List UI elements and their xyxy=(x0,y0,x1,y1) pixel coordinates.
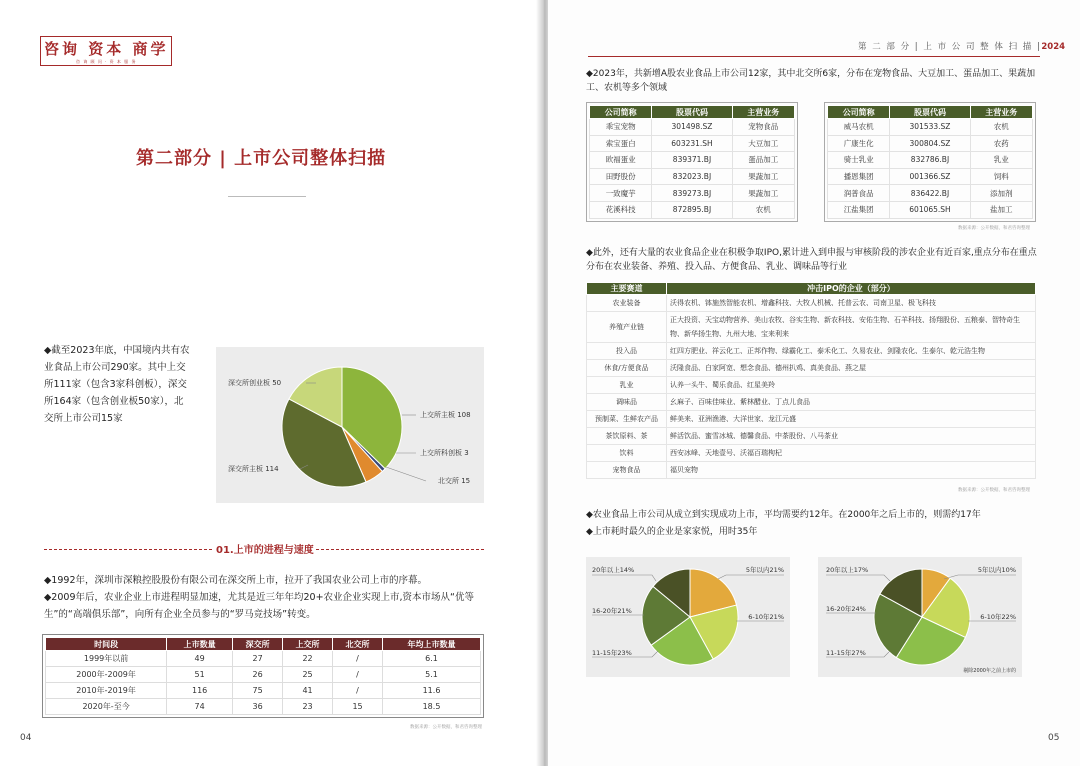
new-right-col-1: 股票代码 xyxy=(890,106,970,119)
table-row xyxy=(46,667,481,683)
period-table xyxy=(45,637,481,715)
period-table-header xyxy=(46,638,481,651)
period-table-cell: 23 xyxy=(283,699,333,715)
ipo-table-cell: 休食/方便食品 xyxy=(587,360,667,377)
table-row xyxy=(828,201,1033,218)
ipo-table-cell: 预制菜、生鲜农产品 xyxy=(587,411,667,428)
period-table-cell: 51 xyxy=(167,667,233,683)
new-right-col-2: 主营业务 xyxy=(970,106,1032,119)
new-left-cell: 田野股份 xyxy=(590,168,652,185)
period-table-cell: 26 xyxy=(233,667,283,683)
time-pie-chart-all xyxy=(586,557,790,677)
new-right-cell: 饲料 xyxy=(970,168,1032,185)
pie-label: 上交所主板 108 xyxy=(420,411,471,419)
ipo-table xyxy=(586,282,1036,479)
table-row xyxy=(590,168,795,185)
period-table-cell: 15 xyxy=(333,699,383,715)
new-left-cell: 301498.SZ xyxy=(652,119,732,136)
new-left-col-2: 主营业务 xyxy=(732,106,794,119)
title-divider xyxy=(228,196,306,197)
ipo-table-cell: 正大投资、天宝动物营养、美山农牧、谷实生物、新农科技、安佑生物、石羊科技、扬翔股份、五粮泰、智特奇生物、新华扬生物、九州大地、宝来利来 xyxy=(667,312,1036,343)
pie-label: 剔除2000年之前上市的 xyxy=(963,668,1016,674)
pie-label: 5年以内21% xyxy=(745,566,784,574)
ipo-table-cell: 沃得农机、钵施然智能农机、增鑫科技、大牧人机械、托普云农、司南卫星、极飞科技 xyxy=(667,295,1036,312)
time-pie-all-svg xyxy=(586,557,790,677)
ipo-table-cell: 农业装备 xyxy=(587,295,667,312)
table-row xyxy=(587,343,1036,360)
ipo-table-cell: 饮料 xyxy=(587,445,667,462)
period-table-cell: 1999年以前 xyxy=(46,651,167,667)
new-listings-table-right xyxy=(827,105,1033,219)
new-listings-table-right-header xyxy=(828,106,1033,119)
table-row xyxy=(46,683,481,699)
running-header xyxy=(858,40,1065,52)
new-right-col-0: 公司简称 xyxy=(828,106,890,119)
subsection-title: 01.上市的进程与速度 xyxy=(216,545,314,556)
new-right-cell: 骑士乳业 xyxy=(828,152,890,169)
new-left-col-1: 股票代码 xyxy=(652,106,732,119)
new-right-cell: 001366.SZ xyxy=(890,168,970,185)
new-listings-table-left-header xyxy=(590,106,795,119)
new-left-cell: 乖宝宠物 xyxy=(590,119,652,136)
new-left-cell: 果蔬加工 xyxy=(732,185,794,202)
pie-label: 11-15年23% xyxy=(592,649,632,657)
exchange-pie-svg xyxy=(216,347,484,503)
pie-label: 深交所创业板 50 xyxy=(228,379,282,387)
history-paragraph-2: ◆2009年后，农业企业上市进程明显加速，尤其是近三年年均20+农业企业实现上市,资本市场从“优等生”的“高端俱乐部”，向所有企业全员参与的“罗马竞技场”转变。 xyxy=(44,592,474,620)
period-table-col-5: 年均上市数量 xyxy=(383,638,481,651)
leader-line xyxy=(944,575,1016,579)
new-left-cell: 872895.BJ xyxy=(652,201,732,218)
ipo-table-cell: 鲜活饮品、蜜雪冰城、德馨食品、中茶股份、八马茶业 xyxy=(667,428,1036,445)
period-table-cell: 2020年-至今 xyxy=(46,699,167,715)
period-table-cell: 49 xyxy=(167,651,233,667)
right-source-note-2: 数据来源：公开数据，和君咨询整理 xyxy=(958,488,1030,493)
period-table-cell: 5.1 xyxy=(383,667,481,683)
pie-label: 5年以内10% xyxy=(977,566,1016,574)
table-row xyxy=(46,699,481,715)
new-left-cell: 花溪科技 xyxy=(590,201,652,218)
period-table-cell: 18.5 xyxy=(383,699,481,715)
new-right-cell: 601065.SH xyxy=(890,201,970,218)
table-row xyxy=(828,135,1033,152)
table-row xyxy=(828,185,1033,202)
table-row xyxy=(587,428,1036,445)
new-left-cell: 一致魔芋 xyxy=(590,185,652,202)
period-table-cell: 116 xyxy=(167,683,233,699)
ipo-table-cell: 养殖产业链 xyxy=(587,312,667,343)
ipo-table-cell: 调味品 xyxy=(587,394,667,411)
table-row xyxy=(587,462,1036,479)
ipo-table-cell: 鲜美来、亚洲渔港、大洋世家、龙江元盛 xyxy=(667,411,1036,428)
period-table-cell: 22 xyxy=(283,651,333,667)
new-listings-table-left xyxy=(589,105,795,219)
table-row xyxy=(590,152,795,169)
table-row xyxy=(587,312,1036,343)
new-listings-table-right-frame xyxy=(824,102,1036,222)
period-table-col-4: 北交所 xyxy=(333,638,383,651)
period-table-cell: / xyxy=(333,667,383,683)
new-right-cell: 301533.SZ xyxy=(890,119,970,136)
pie-label: 北交所 15 xyxy=(438,477,471,485)
new-right-cell: 播恩集团 xyxy=(828,168,890,185)
new-left-cell: 索宝蛋白 xyxy=(590,135,652,152)
new-right-cell: 盐加工 xyxy=(970,201,1032,218)
new-left-cell: 蛋品加工 xyxy=(732,152,794,169)
new-left-cell: 欧福蛋业 xyxy=(590,152,652,169)
ipo-table-cell: 投入品 xyxy=(587,343,667,360)
history-paragraph-1: ◆1992年，深圳市深粮控股股份有限公司在深交所上市，拉开了我国农业公司上市的序幕。 xyxy=(44,575,427,586)
table-row xyxy=(828,168,1033,185)
pie-label: 20年以上14% xyxy=(592,566,635,574)
table-row xyxy=(590,185,795,202)
new-right-cell: 乳业 xyxy=(970,152,1032,169)
new-left-cell: 宠物食品 xyxy=(732,119,794,136)
section-title: 第二部分 | 上市公司整体扫描 xyxy=(136,148,387,169)
new-right-cell: 832786.BJ xyxy=(890,152,970,169)
table-row xyxy=(587,377,1036,394)
ipo-table-cell: 西安冰峰、天地壹号、沃福百瑞枸杞 xyxy=(667,445,1036,462)
new-right-cell: 威马农机 xyxy=(828,119,890,136)
pie-label: 20年以上17% xyxy=(826,566,869,574)
period-table-cell: 2010年-2019年 xyxy=(46,683,167,699)
subsection-header xyxy=(44,540,484,558)
new-left-cell: 大豆加工 xyxy=(732,135,794,152)
logo-text: 咨询 资本 商学 xyxy=(44,40,169,58)
period-table-cell: 36 xyxy=(233,699,283,715)
new-right-cell: 300804.SZ xyxy=(890,135,970,152)
period-table-col-0: 时间段 xyxy=(46,638,167,651)
leader-line xyxy=(386,467,426,481)
period-table-cell: / xyxy=(333,683,383,699)
time-text-2: ◆上市耗时最久的企业是家家悦，用时35年 xyxy=(586,527,758,537)
dashed-rule-right xyxy=(316,549,484,550)
company-logo xyxy=(40,36,172,66)
new-right-cell: 江盐集团 xyxy=(828,201,890,218)
time-text-1: ◆农业食品上市公司从成立到实现成功上市，平均需要约12年。在2000年之后上市的，则需约17年 xyxy=(586,510,981,520)
period-table-cell: 74 xyxy=(167,699,233,715)
ipo-text: ◆此外，还有大量的农业食品企业在积极争取IPO,累计进入到申报与审核阶段的涉农企业有近百家,重点分布在重点分布在农业装备、养殖、投入品、方便食品、乳业、调味品等行业 xyxy=(586,248,1037,272)
ipo-table-cell: 认养一头牛、蜀乐食品、红星美羚 xyxy=(667,377,1036,394)
pie-label: 深交所主板 114 xyxy=(228,465,279,473)
period-table-frame xyxy=(42,634,484,718)
summary-text: ◆截至2023年底，中国境内共有农业食品上市公司290家。其中上交所111家（包含3家科创板），深交所164家（包含创业板50家），北交所上市公司15家 xyxy=(44,345,190,424)
new-right-cell: 广康生化 xyxy=(828,135,890,152)
period-table-cell: 2000年-2009年 xyxy=(46,667,167,683)
period-table-cell: 11.6 xyxy=(383,683,481,699)
new-left-cell: 农机 xyxy=(732,201,794,218)
table-row xyxy=(46,651,481,667)
ipo-table-cell: 茶饮原料、茶 xyxy=(587,428,667,445)
running-header-text: 第 二 部 分 | 上 市 公 司 整 体 扫 描 | xyxy=(858,42,1042,52)
new-listings-table-left-frame xyxy=(586,102,798,222)
table-row xyxy=(587,360,1036,377)
new-left-cell: 果蔬加工 xyxy=(732,168,794,185)
ipo-table-cell: 红四方肥业、祥云化工、正邦作物、绿霸化工、泰禾化工、久易农业、剑隆农化、生泰尔、乾元浩生物 xyxy=(667,343,1036,360)
table-row xyxy=(587,411,1036,428)
right-page-number: 05 xyxy=(1048,733,1060,743)
new-left-cell: 839371.BJ xyxy=(652,152,732,169)
time-pie-post2000-svg xyxy=(818,557,1022,677)
new-listings-text: ◆2023年，共新增A股农业食品上市公司12家，其中北交所6家，分布在宠物食品、大豆加工、蛋品加工、果蔬加工、农机等多个领域 xyxy=(586,69,1036,93)
ipo-table-cell: 乳业 xyxy=(587,377,667,394)
ipo-table-cell: 幺麻子、百味佳味业、紫林醋业、丁点儿食品 xyxy=(667,394,1036,411)
period-table-cell: / xyxy=(333,651,383,667)
new-left-cell: 832023.BJ xyxy=(652,168,732,185)
new-right-cell: 农机 xyxy=(970,119,1032,136)
pie-label: 6-10年22% xyxy=(980,613,1016,621)
table-row xyxy=(587,394,1036,411)
period-table-cell: 6.1 xyxy=(383,651,481,667)
ipo-table-cell: 福贝宠物 xyxy=(667,462,1036,479)
pie-label: 11-15年27% xyxy=(826,649,866,657)
ipo-table-frame xyxy=(586,282,1036,479)
dashed-rule-left xyxy=(44,549,212,550)
period-table-col-1: 上市数量 xyxy=(167,638,233,651)
new-right-cell: 农药 xyxy=(970,135,1032,152)
exchange-pie-chart xyxy=(216,347,484,503)
new-left-cell: 603231.SH xyxy=(652,135,732,152)
period-table-cell: 75 xyxy=(233,683,283,699)
table-row xyxy=(828,119,1033,136)
period-table-col-2: 深交所 xyxy=(233,638,283,651)
table-row xyxy=(590,119,795,136)
ipo-table-col-1: 冲击IPO的企业（部分） xyxy=(667,283,1036,295)
period-table-col-3: 上交所 xyxy=(283,638,333,651)
table-row xyxy=(587,295,1036,312)
pie-label: 16-20年21% xyxy=(592,607,632,615)
period-table-cell: 25 xyxy=(283,667,333,683)
right-page xyxy=(548,0,1080,766)
ipo-table-col-0: 主要赛道 xyxy=(587,283,667,295)
pie-label: 16-20年24% xyxy=(826,605,866,613)
new-left-col-0: 公司简称 xyxy=(590,106,652,119)
ipo-table-header xyxy=(587,283,1036,295)
pie-label: 上交所科创板 3 xyxy=(420,449,469,457)
leader-line xyxy=(718,575,784,579)
period-table-cell: 41 xyxy=(283,683,333,699)
leader-line xyxy=(592,575,656,581)
right-source-note-1: 数据来源：公开数据，和君咨询整理 xyxy=(958,226,1030,231)
table-row xyxy=(590,201,795,218)
period-table-cell: 27 xyxy=(233,651,283,667)
logo-subtitle: 咨 询 顾 问 · 资 本 服 务 xyxy=(76,59,137,64)
leader-line xyxy=(826,575,890,581)
new-right-cell: 添加剂 xyxy=(970,185,1032,202)
new-left-cell: 839273.BJ xyxy=(652,185,732,202)
ipo-table-cell: 宠物食品 xyxy=(587,462,667,479)
left-source-note: 数据来源：公开数据，和君咨询整理 xyxy=(410,725,482,730)
new-right-cell: 836422.BJ xyxy=(890,185,970,202)
new-right-cell: 润普食品 xyxy=(828,185,890,202)
running-header-year: 2024 xyxy=(1041,42,1066,52)
header-rule xyxy=(588,56,1040,57)
time-pie-chart-post2000 xyxy=(818,557,1022,677)
table-row xyxy=(587,445,1036,462)
pie-label: 6-10年21% xyxy=(748,613,784,621)
left-page-number: 04 xyxy=(20,733,32,743)
table-row xyxy=(590,135,795,152)
ipo-table-cell: 沃隆食品、白家阿宽、想念食品、德州扒鸡、真美食品、燕之屋 xyxy=(667,360,1036,377)
table-row xyxy=(828,152,1033,169)
